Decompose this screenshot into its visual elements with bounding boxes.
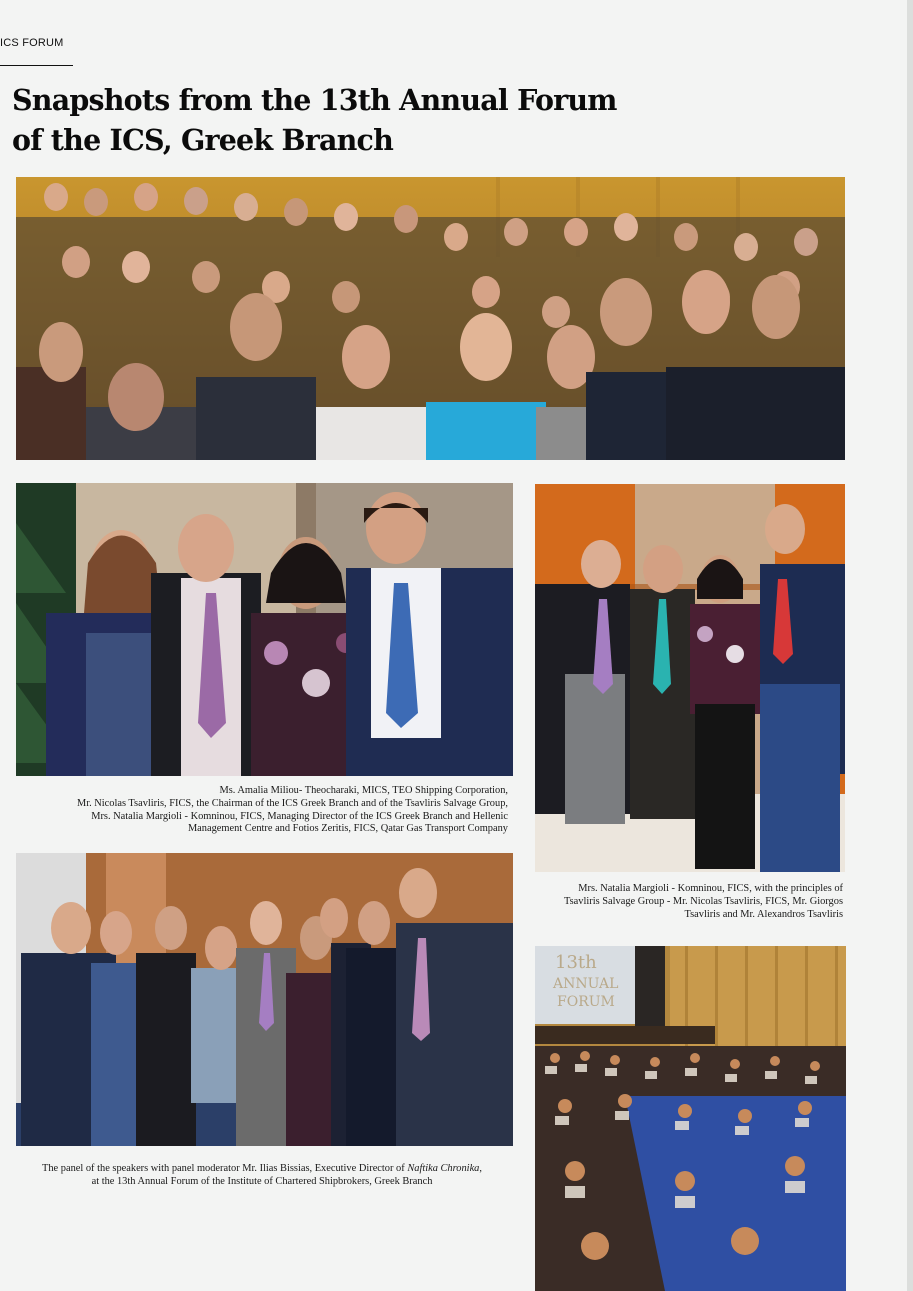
caption-line: Tsavliris and Mr. Alexandros Tsavliris bbox=[684, 908, 843, 920]
svg-text:FORUM: FORUM bbox=[557, 994, 615, 1010]
svg-text:ANNUAL: ANNUAL bbox=[553, 976, 619, 992]
caption-tsavliris-group bbox=[535, 883, 843, 921]
caption-line: Mr. Nicolas Tsavliris, FICS, the Chairman of the ICS Greek Branch and of the Tsavliris Salvage Group, bbox=[76, 797, 508, 809]
caption-line: Mrs. Natalia Margioli - Komninou, FICS, Managing Director of the ICS Greek Branch and Hellenic bbox=[91, 810, 508, 822]
title-line-1: Snapshots from the 13th Annual Forum bbox=[12, 83, 617, 117]
caption-line: Tsavliris Salvage Group - Mr. Nicolas Tsavliris, FICS, Mr. Giorgos bbox=[564, 895, 843, 907]
title-line-2: of the ICS, Greek Branch bbox=[12, 123, 394, 157]
photo-tsavliris-group bbox=[535, 484, 845, 872]
page-edge bbox=[907, 0, 913, 1291]
caption-line: Ms. Amalia Miliou- Theocharaki, MICS, TEO Shipping Corporation, bbox=[219, 785, 508, 796]
section-label: ICS FORUM bbox=[0, 37, 64, 49]
caption-line: Mrs. Natalia Margioli - Komninou, FICS, with the principles of bbox=[578, 883, 843, 894]
publication-name: Naftika Chronika bbox=[407, 1163, 480, 1174]
photo-auditorium-view bbox=[535, 946, 846, 1291]
svg-text:13th: 13th bbox=[555, 952, 597, 973]
caption-group-of-four bbox=[16, 785, 508, 836]
section-rule bbox=[0, 65, 73, 66]
caption-line-2: at the 13th Annual Forum of the Institute of Chartered Shipbrokers, Greek Branch bbox=[91, 1175, 433, 1187]
photo-audience-front-rows bbox=[16, 177, 845, 460]
page-title bbox=[12, 80, 652, 160]
caption-line-1: The panel of the speakers with panel moderator Mr. Ilias Bissias, Executive Director of Naftika Chronika, bbox=[42, 1163, 482, 1174]
caption-speakers-panel bbox=[16, 1163, 508, 1189]
photo-group-of-four bbox=[16, 483, 513, 776]
photo-speakers-panel bbox=[16, 853, 513, 1146]
caption-line: Management Centre and Fotios Zeritis, FICS, Qatar Gas Transport Company bbox=[187, 823, 508, 835]
